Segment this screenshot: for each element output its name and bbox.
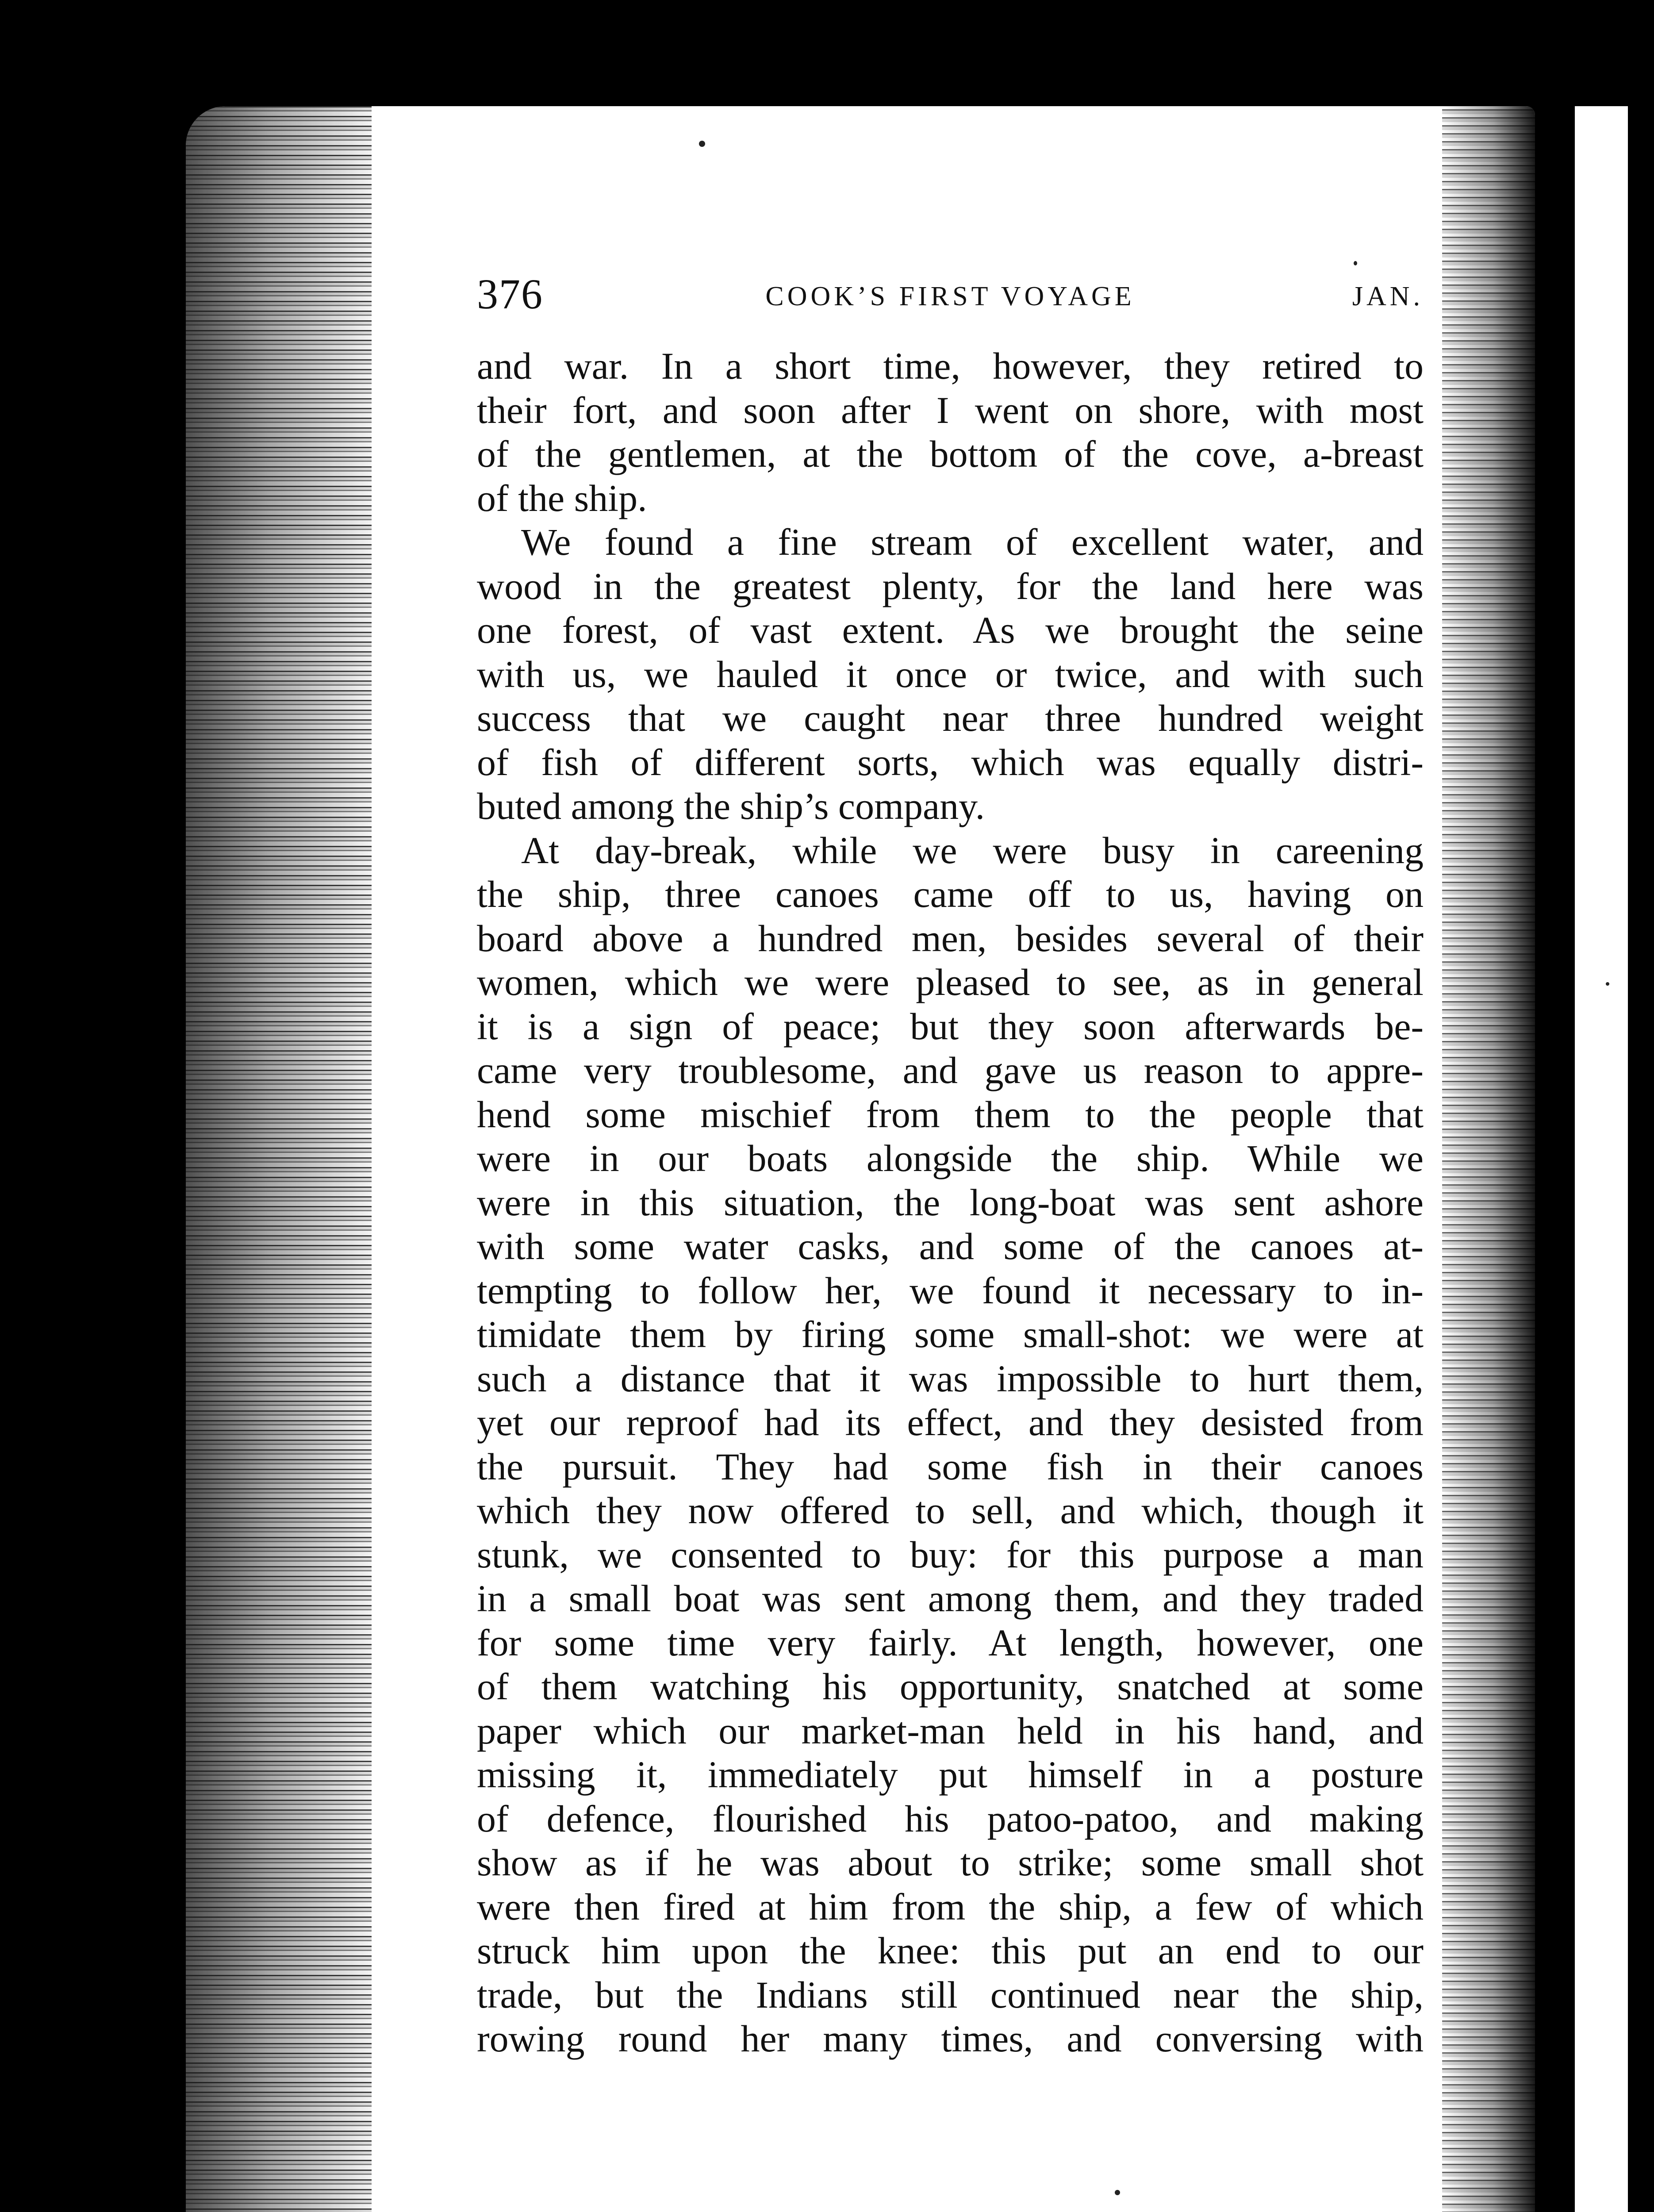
text-line: one forest, of vast extent. As we brought the seine [477, 609, 1424, 651]
text-line: of them watching his opportunity, snatched at some [477, 1665, 1424, 1708]
text-line: in a small boat was sent among them, and they traded [477, 1577, 1424, 1620]
text-line: board above a hundred men, besides several of their [477, 917, 1424, 960]
text-line: were in this situation, the long-boat was sent ashore [477, 1181, 1424, 1224]
text-line: their fort, and soon after I went on shore, with most [477, 388, 1424, 431]
text-line: struck him upon the knee: this put an end to our [477, 1929, 1424, 1972]
text-line: women, which we were pleased to see, as in general [477, 961, 1424, 1003]
text-line: rowing round her many times, and conversing with [477, 2017, 1424, 2060]
text-line: were in our boats alongside the ship. While we [477, 1137, 1424, 1179]
text-line: the pursuit. They had some fish in their canoes [477, 1445, 1424, 1488]
text-line: of defence, flourished his patoo-patoo, and making [477, 1797, 1424, 1840]
text-line: buted among the ship’s company. [477, 785, 985, 827]
text-line: of the gentlemen, at the bottom of the cove, a-breast [477, 433, 1424, 475]
running-head-title: COOK’S FIRST VOYAGE [765, 281, 1135, 311]
text-line: with us, we hauled it once or twice, and with such [477, 653, 1424, 695]
text-line: tempting to follow her, we found it necessary to in- [477, 1269, 1424, 1312]
text-line: of fish of different sorts, which was equally distri- [477, 741, 1424, 783]
text-line: At day-break, while we were busy in careening [521, 829, 1424, 872]
text-line: such a distance that it was impossible to hurt them, [477, 1357, 1424, 1400]
text-line: it is a sign of peace; but they soon afterwards be- [477, 1005, 1424, 1048]
page-edge-shadow [1442, 106, 1535, 2212]
text-line: the ship, three canoes came off to us, having on [477, 873, 1424, 915]
text-line: wood in the greatest plenty, for the land here was [477, 565, 1424, 607]
text-line: success that we caught near three hundred weight [477, 697, 1424, 739]
running-head [477, 270, 1424, 319]
binding-shadow [186, 106, 372, 2212]
text-line: were then fired at him from the ship, a few of which [477, 1885, 1424, 1928]
page-number: 376 [477, 270, 543, 318]
scan-speck [1606, 982, 1609, 986]
text-line: for some time very fairly. At length, however, one [477, 1621, 1424, 1664]
text-line: came very troublesome, and gave us reason to appre- [477, 1049, 1424, 1091]
text-line: hend some mischief from them to the people that [477, 1093, 1424, 1136]
text-line: yet our reproof had its effect, and they desisted from [477, 1401, 1424, 1444]
body-text [477, 344, 1424, 2061]
next-page-edge [1575, 106, 1628, 2212]
text-line: paper which our market-man held in his hand, and [477, 1709, 1424, 1752]
text-line: which they now offered to sell, and which, though it [477, 1489, 1424, 1532]
text-line: missing it, immediately put himself in a posture [477, 1753, 1424, 1796]
text-line: trade, but the Indians still continued near the ship, [477, 1973, 1424, 2016]
text-line: show as if he was about to strike; some small shot [477, 1841, 1424, 1884]
text-line: timidate them by firing some small-shot: we were at [477, 1313, 1424, 1356]
text-line: with some water casks, and some of the canoes at- [477, 1225, 1424, 1267]
scan-speck [1115, 2190, 1120, 2195]
text-line: and war. In a short time, however, they retired to [477, 345, 1424, 387]
scan-speck [699, 141, 705, 147]
text-line: stunk, we consented to buy: for this purpose a man [477, 1533, 1424, 1576]
text-line: We found a fine stream of excellent water, and [521, 521, 1424, 563]
scan-speck [1354, 261, 1357, 265]
text-line: of the ship. [477, 476, 647, 519]
running-head-month: JAN. [1352, 281, 1424, 311]
